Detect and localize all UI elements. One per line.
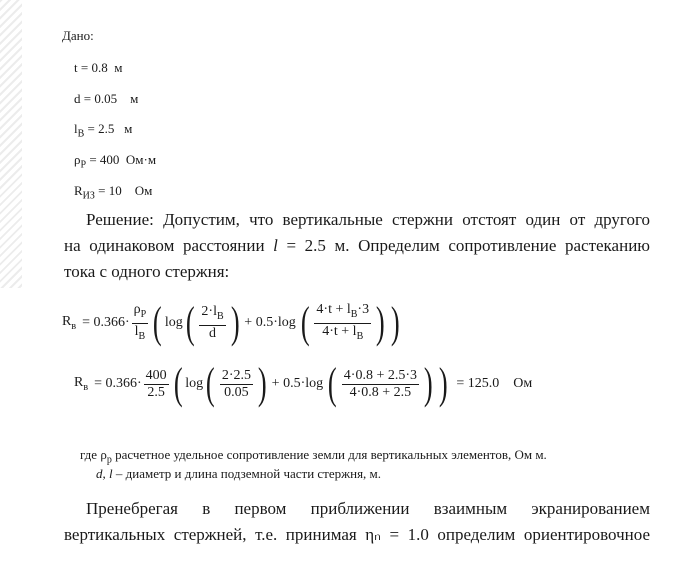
formula2-lhs: $R_в$ xyxy=(74,375,89,393)
solution-paragraph xyxy=(64,207,650,285)
formula-numeric xyxy=(74,359,533,408)
formula2-log1-frac: $\frac{2\cdot 2.5}{0.05}$ xyxy=(221,367,252,400)
note-line-1: где $\rho_р$ расчетное удельное сопротивление земли для вертикальных элементов, Ом м. xyxy=(80,447,547,466)
formula1-log2-frac: $\frac{4\cdot t + l_B\cdot 3}{4\cdot t + l_B}$ xyxy=(316,302,370,342)
formula2-log2-frac: $\frac{4\cdot 0.8 + 2.5\cdot 3}{4\cdot 0.8 + 2.5}$ xyxy=(343,367,418,400)
formula1-log1: log xyxy=(164,315,183,331)
paren-open: ( xyxy=(300,298,310,348)
formula2-fraction: $\frac{400}{2.5}$ xyxy=(145,367,167,400)
paren-close: ) xyxy=(257,359,267,408)
continuation-line-2: вертикальных стержней, т.е. принимая ηₙ = 1.0 определим ориентировочное xyxy=(64,525,650,544)
paren-close: ) xyxy=(438,359,448,408)
formula1-coef: = 0.366· xyxy=(82,315,130,331)
formula2-unit: Ом xyxy=(513,376,533,391)
given-d: d = 0.05 м xyxy=(74,91,139,106)
left-hatch-decoration xyxy=(0,0,22,288)
paren-open: ( xyxy=(328,359,337,408)
paren-close: ) xyxy=(423,359,433,408)
given-t: t = 0.8 м xyxy=(74,60,123,75)
formula2-plus: + 0.5·log xyxy=(271,376,324,391)
formula2-coef: = 0.366· xyxy=(94,376,142,391)
solution-line-3: тока с одного стержня: xyxy=(64,262,230,281)
formula1-fraction: $\frac{\rho_P}{l_B}$ xyxy=(133,302,147,342)
formula1-plus: + 0.5·log xyxy=(244,315,296,331)
paren-close: ) xyxy=(390,298,400,348)
given-rho: $\rho_P = 400$ Ом·м xyxy=(74,152,157,171)
paren-close: ) xyxy=(230,298,240,348)
formula1-lhs: $R_в$ xyxy=(62,314,77,333)
formula1-log1-frac: $\frac{2\cdot l_B}{d}$ xyxy=(201,304,224,342)
paren-close: ) xyxy=(376,298,385,348)
formula-symbolic xyxy=(62,298,402,348)
paren-open: ( xyxy=(173,359,183,408)
solution-line-1: Решение: Допустим, что вертикальные стержни отстоят один от другого xyxy=(86,210,650,229)
paren-open: ( xyxy=(153,298,162,348)
note-line-2: d, l – диаметр и длина подземной части стержня, м. xyxy=(96,466,382,481)
given-lb: $l_B = 2.5$ м xyxy=(74,121,133,140)
given-riz: $R_{ИЗ} = 10$ Ом xyxy=(74,183,153,202)
formula2-log1: log xyxy=(185,376,204,391)
solution-line-2: на одинаковом расстоянии l = 2.5 м. Определим сопротивление растеканию xyxy=(64,236,650,255)
paren-open: ( xyxy=(185,298,195,348)
formula2-result: = 125.0 xyxy=(456,376,500,391)
continuation-paragraph xyxy=(64,496,650,548)
continuation-line-1: Пренебрегая в первом приближении взаимным экранированием xyxy=(86,499,650,518)
given-header: Дано: xyxy=(62,28,94,43)
paren-open: ( xyxy=(206,359,215,408)
